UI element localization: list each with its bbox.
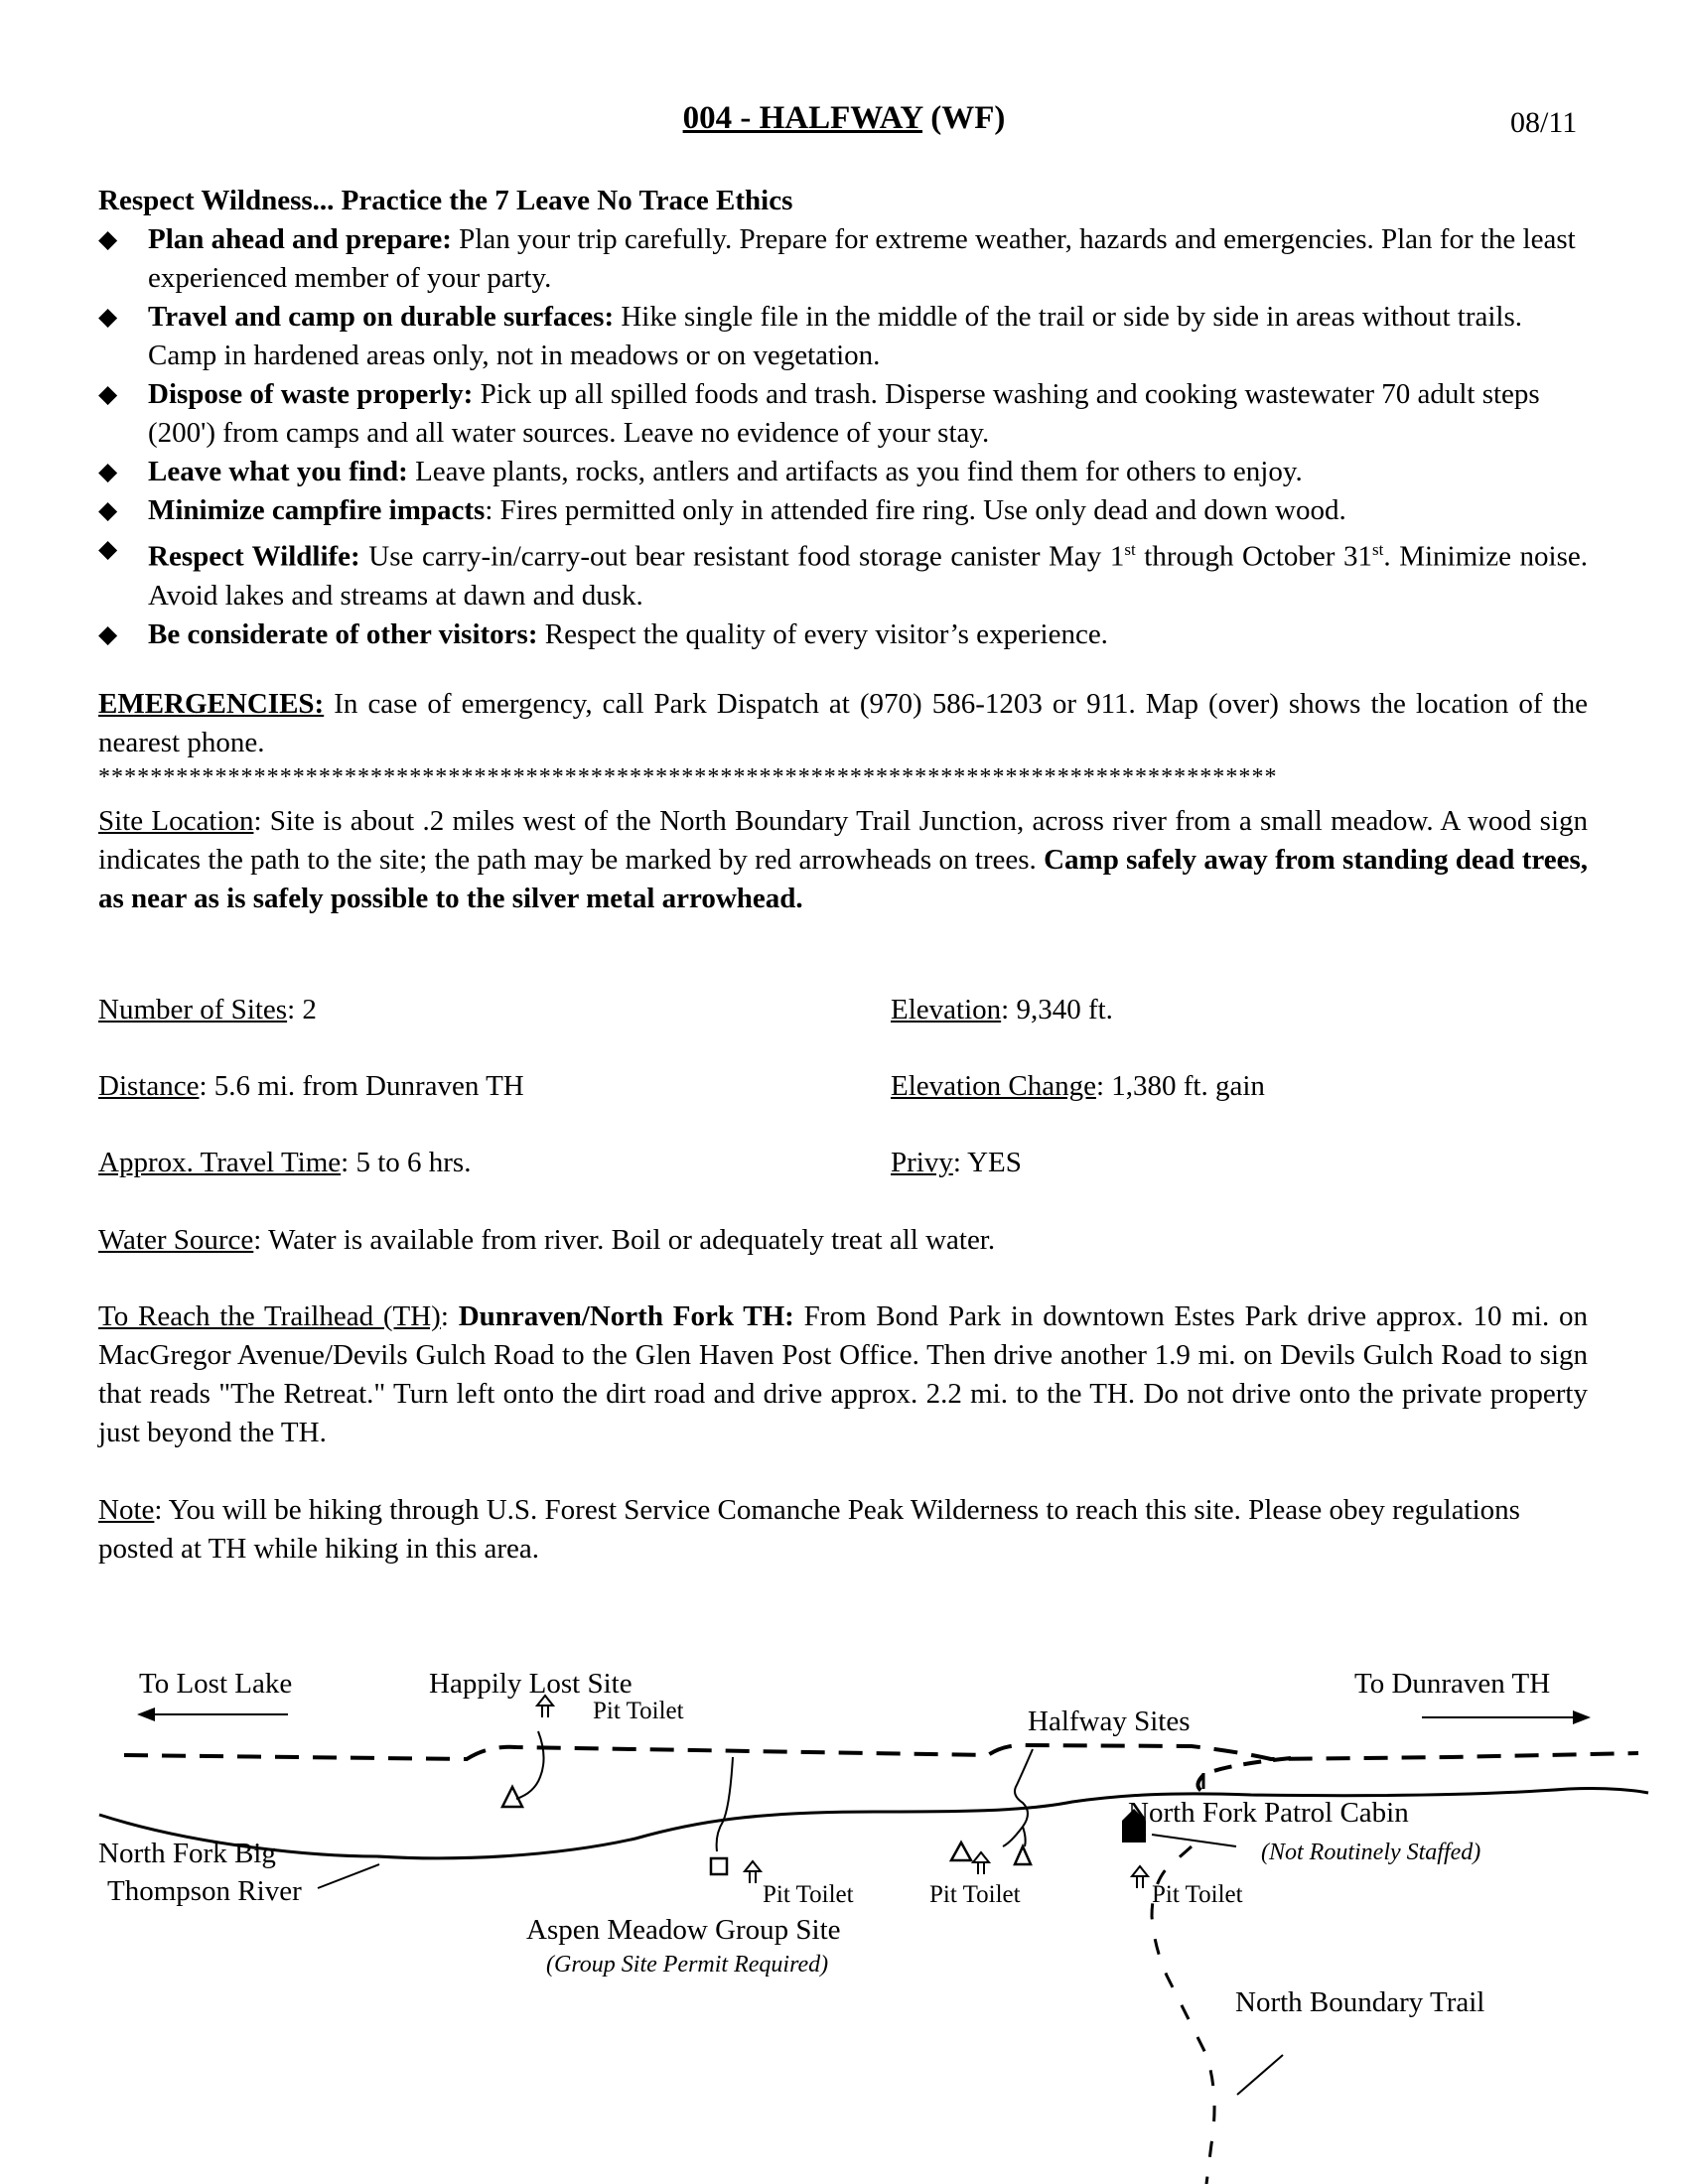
list-item bbox=[98, 615, 1588, 654]
water-source bbox=[98, 1221, 995, 1260]
map-label-to-dunraven: To Dunraven TH bbox=[1354, 1668, 1551, 1700]
map-label-halfway-sites: Halfway Sites bbox=[1028, 1706, 1191, 1737]
site-location-warning: Camp safely away from standing dead trees, as near as is safely possible to the silver metal arrowhead. bbox=[98, 844, 1588, 914]
distance bbox=[98, 1067, 524, 1106]
fact-value: : 2 bbox=[287, 994, 317, 1025]
map-label-aspen-meadow: Aspen Meadow Group Site bbox=[526, 1914, 841, 1946]
pit-toilet-icon bbox=[973, 1852, 989, 1874]
diamond-bullet-icon: ◆ bbox=[98, 226, 118, 253]
pit-toilet-icon bbox=[1132, 1866, 1148, 1888]
travel-time bbox=[98, 1144, 471, 1182]
fact-value: : 1,380 ft. gain bbox=[1095, 1070, 1265, 1102]
cabin-leader bbox=[1152, 1835, 1236, 1846]
ordinal-suffix: st bbox=[1124, 540, 1136, 559]
halfway-sites-spur bbox=[1003, 1749, 1033, 1846]
trailhead-name: Dunraven/North Fork TH: bbox=[458, 1300, 794, 1332]
revision-date: 08/11 bbox=[1510, 106, 1578, 139]
map-label-pit-toilet: Pit Toilet bbox=[593, 1698, 684, 1724]
page-title bbox=[0, 99, 1688, 138]
lnt-text: Leave plants, rocks, antlers and artifacts as you find them for others to enjoy. bbox=[407, 456, 1303, 487]
lnt-label: Travel and camp on durable surfaces: bbox=[148, 301, 615, 333]
trail-map bbox=[0, 1608, 1688, 2184]
elevation bbox=[891, 991, 1113, 1029]
site-location-label: Site Location bbox=[98, 805, 254, 837]
colon: : bbox=[440, 1300, 459, 1332]
lnt-text: : Fires permitted only in attended fire ring. Use only dead and down wood. bbox=[485, 494, 1346, 526]
map-label-river-2: Thompson River bbox=[107, 1875, 302, 1907]
ordinal-suffix: st bbox=[1372, 540, 1384, 559]
list-item bbox=[98, 220, 1588, 298]
map-label-group-permit: (Group Site Permit Required) bbox=[546, 1952, 829, 1978]
asterisk-divider: ******************************************************************************************* bbox=[98, 764, 1278, 790]
list-item bbox=[98, 298, 1588, 375]
map-label-north-boundary: North Boundary Trail bbox=[1235, 1986, 1485, 2018]
aspen-meadow-spur bbox=[717, 1757, 733, 1851]
map-label-happily-lost: Happily Lost Site bbox=[429, 1668, 633, 1700]
lnt-text: Hike single file in the middle of the trail or side by side in areas without trails. Camp in hardened areas only, not in meadows or on vegetation. bbox=[148, 301, 1523, 371]
campsite-tent-icon bbox=[1015, 1846, 1031, 1864]
lnt-label: Minimize campfire impacts bbox=[148, 494, 486, 526]
arrow-left-icon bbox=[137, 1707, 288, 1721]
group-site-marker bbox=[711, 1858, 727, 1874]
map-label-pit-toilet: Pit Toilet bbox=[763, 1881, 854, 1908]
map-label-pit-toilet: Pit Toilet bbox=[1152, 1881, 1243, 1908]
map-label-river-1: North Fork Big bbox=[98, 1838, 276, 1869]
river-leader bbox=[318, 1864, 379, 1888]
trailhead-directions bbox=[98, 1297, 1588, 1452]
site-location-text: : Site is about .2 miles west of the North Boundary Trail Junction, across river from a small meadow. A wood sign indicates the path to the site; the path may be marked by red arrowheads on trees. bbox=[98, 805, 1588, 876]
lnt-text: Use carry-in/carry-out bear resistant food storage canister May 1 bbox=[359, 540, 1125, 573]
pit-toilet-icon bbox=[745, 1861, 761, 1883]
diamond-bullet-icon: ◆ bbox=[98, 497, 118, 524]
halfway-spur-branch bbox=[1023, 1827, 1026, 1846]
emergencies-label: EMERGENCIES: bbox=[98, 688, 325, 720]
lnt-label: Leave what you find: bbox=[148, 456, 408, 487]
leave-no-trace-section bbox=[98, 182, 1588, 654]
fact-label: Privy bbox=[891, 1147, 953, 1178]
lnt-label: Be considerate of other visitors: bbox=[148, 617, 538, 650]
lnt-text: . Minimize noise. Avoid lakes and streams at dawn and dusk. bbox=[148, 540, 1588, 612]
fact-label: Number of Sites bbox=[98, 994, 288, 1025]
number-of-sites bbox=[98, 991, 317, 1029]
cabin-connector-trail bbox=[1197, 1758, 1291, 1791]
fact-value: : 9,340 ft. bbox=[1001, 994, 1113, 1025]
site-suffix: (WF) bbox=[922, 100, 1006, 136]
list-item bbox=[98, 375, 1588, 453]
arrow-right-icon bbox=[1422, 1710, 1591, 1724]
fact-value: : YES bbox=[952, 1147, 1022, 1178]
map-label-not-staffed: (Not Routinely Staffed) bbox=[1261, 1840, 1481, 1865]
lnt-heading: Respect Wildness... Practice the 7 Leave No Trace Ethics bbox=[98, 185, 793, 216]
diamond-bullet-icon: ◆ bbox=[98, 459, 118, 485]
trailhead-text: From Bond Park in downtown Estes Park drive approx. 10 mi. on MacGregor Avenue/Devils Gulch Road to the Glen Haven Post Office. Then drive another 1.9 mi. on Devils Gulch Road to sign that reads "The Retreat." Turn left onto the dirt road and drive approx. 2.2 mi. to the TH. Do not drive onto the private property just beyond the TH. bbox=[98, 1300, 1589, 1448]
map-label-pit-toilet: Pit Toilet bbox=[929, 1881, 1021, 1908]
fact-value: : Water is available from river. Boil or adequately treat all water. bbox=[253, 1224, 996, 1256]
fact-label: Distance bbox=[98, 1070, 200, 1102]
map-label-to-lost-lake: To Lost Lake bbox=[139, 1668, 293, 1700]
privy bbox=[891, 1144, 1022, 1182]
lnt-label: Dispose of waste properly: bbox=[148, 378, 474, 410]
lnt-label: Plan ahead and prepare: bbox=[148, 223, 452, 255]
fact-value: : 5 to 6 hrs. bbox=[341, 1147, 472, 1178]
diamond-bullet-icon: ◆ bbox=[98, 620, 118, 648]
diamond-bullet-icon: ◆ bbox=[98, 536, 118, 563]
fact-label: Elevation bbox=[891, 994, 1002, 1025]
fact-value: : 5.6 mi. from Dunraven TH bbox=[199, 1070, 524, 1102]
note-label: Note bbox=[98, 1494, 155, 1526]
note-paragraph bbox=[98, 1491, 1588, 1569]
note-text: : You will be hiking through U.S. Forest Service Comanche Peak Wilderness to reach this site. Please obey regulations posted at TH while hiking in this area. bbox=[98, 1494, 1520, 1565]
map-label-patrol-cabin: North Fork Patrol Cabin bbox=[1128, 1797, 1409, 1829]
happily-lost-spur bbox=[516, 1731, 544, 1799]
lnt-text: Plan your trip carefully. Prepare for extreme weather, hazards and emergencies. Plan for the least experienced member of your party. bbox=[148, 223, 1576, 294]
site-location-paragraph bbox=[98, 802, 1588, 918]
emergencies-text: In case of emergency, call Park Dispatch at (970) 586-1203 or 911. Map (over) shows the location of the nearest phone. bbox=[98, 688, 1588, 758]
trailhead-label: To Reach the Trailhead (TH) bbox=[98, 1300, 441, 1332]
lnt-text: through October 31 bbox=[1135, 540, 1373, 573]
lnt-text: Respect the quality of every visitor’s experience. bbox=[537, 617, 1108, 650]
diamond-bullet-icon: ◆ bbox=[98, 304, 118, 331]
north-boundary-leader bbox=[1237, 2055, 1283, 2095]
list-item bbox=[98, 491, 1588, 530]
diamond-bullet-icon: ◆ bbox=[98, 381, 118, 408]
list-item bbox=[98, 453, 1588, 491]
site-number: 004 - HALFWAY bbox=[682, 100, 923, 136]
lnt-label: Respect Wildlife: bbox=[148, 540, 360, 573]
fact-label: Approx. Travel Time bbox=[98, 1147, 342, 1178]
lnt-list bbox=[98, 220, 1588, 654]
list-item bbox=[98, 530, 1588, 615]
north-boundary-trail bbox=[1152, 1773, 1214, 2184]
fact-label: Elevation Change bbox=[891, 1070, 1096, 1102]
emergencies-paragraph bbox=[98, 685, 1588, 762]
fact-label: Water Source bbox=[98, 1224, 254, 1256]
main-trail bbox=[124, 1745, 1638, 1759]
campsite-tent-icon bbox=[951, 1843, 971, 1860]
lnt-text: Pick up all spilled foods and trash. Disperse washing and cooking wastewater 70 adult steps (200') from camps and all water sources. Leave no evidence of your stay. bbox=[148, 378, 1540, 449]
elevation-change bbox=[891, 1067, 1265, 1106]
